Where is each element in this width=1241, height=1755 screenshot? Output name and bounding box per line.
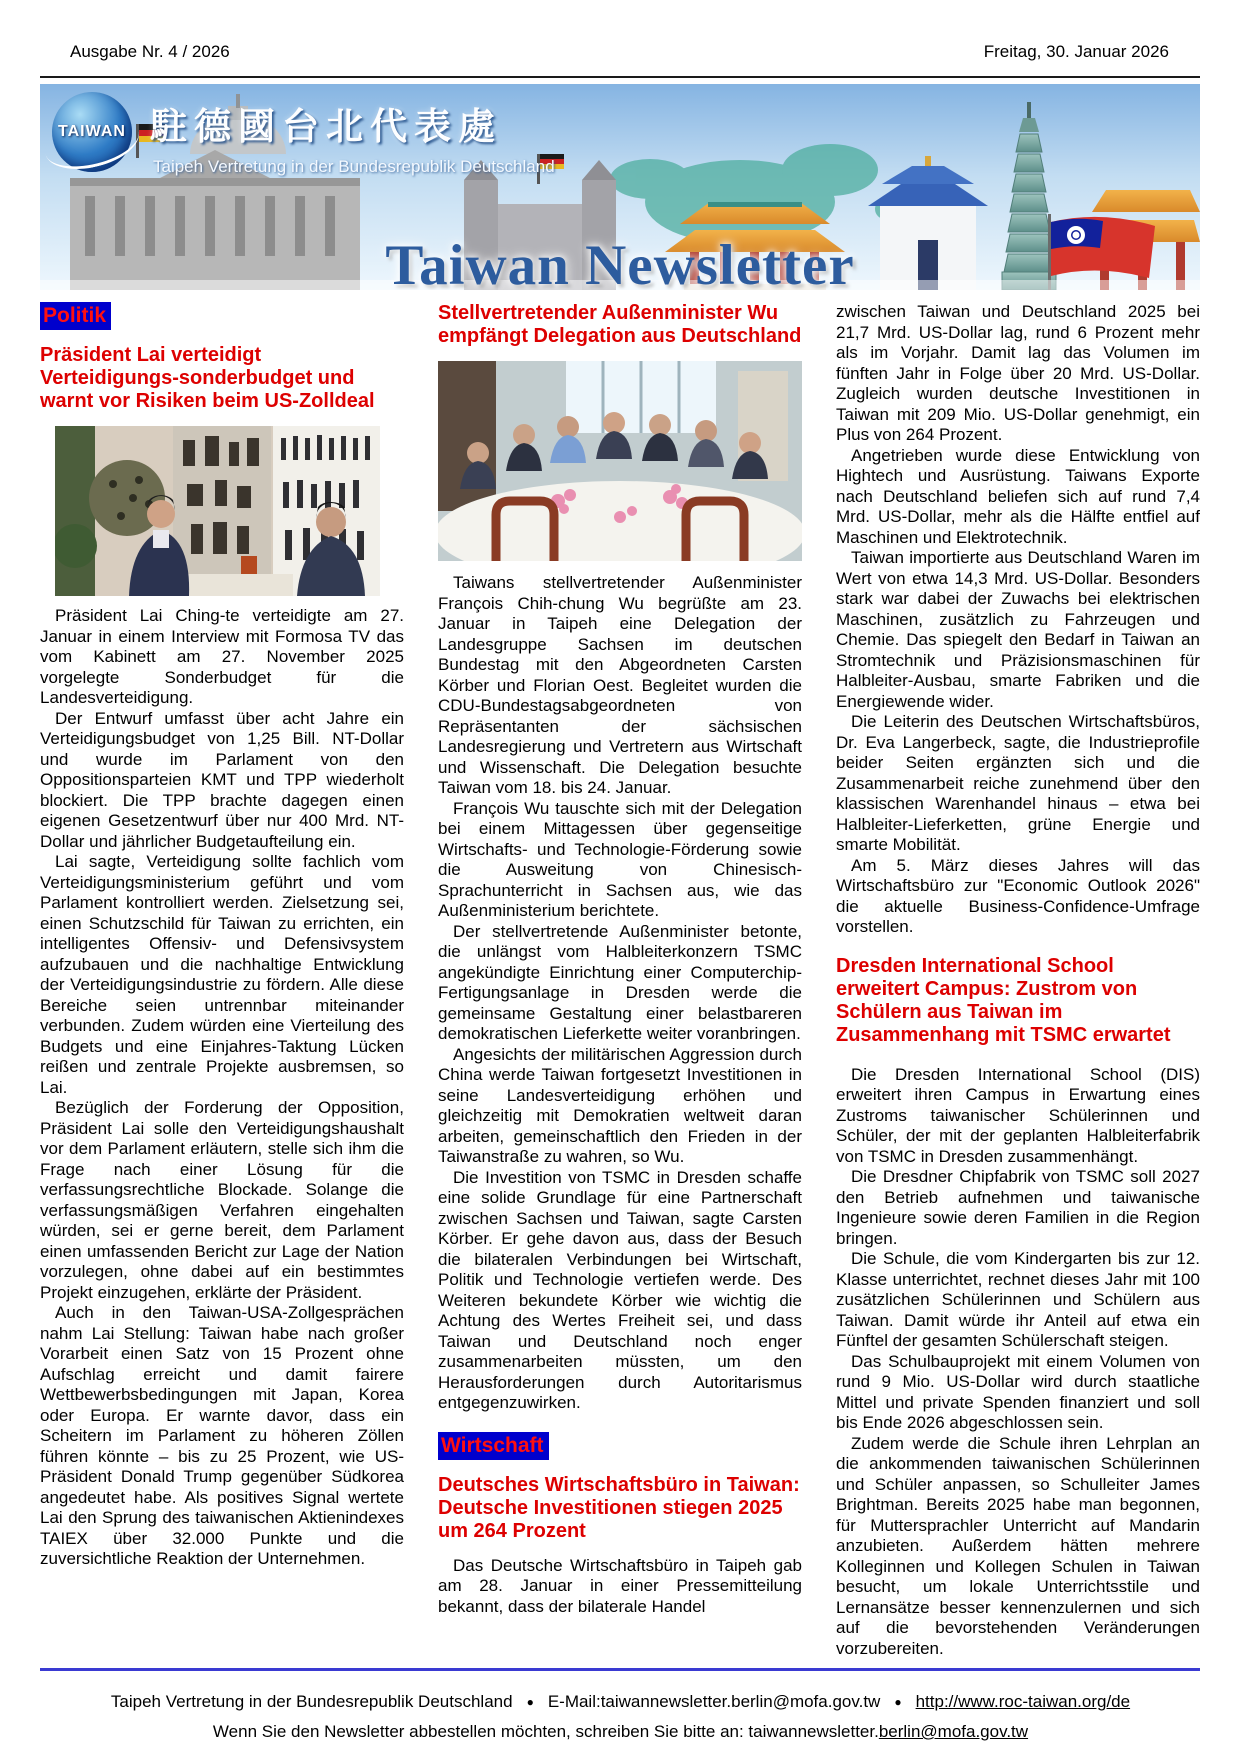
body-paragraph: Bezüglich der Forderung der Opposition, Präsident Lai solle den Verteidigungshaushalt vor dem Parlament erläutern, stelle sich ihm die Frage nach einer Lösung für die verfassungsrechtliche Blockade. Solange die verfassungsmäßigen Verfahren eingehalten würden, sei er gerne bereit, dem Parlament einen umfassenden Bericht zur Lage der Nation vorzulegen, ohne dabei auf ein bestimmtes Projekt einzugehen, erklärte der Präsident. [40, 1098, 404, 1302]
masthead [70, 42, 1169, 62]
body-paragraph: Angetrieben wurde diese Entwicklung von Hightech und Ausrüstung. Taiwans Exporte nach Deutschland beliefen sich auf rund 7,4 Mrd. US-Dollar, mehr als die Hälfte entfiel auf Maschinen und Elektrotechnik. [836, 445, 1200, 547]
unsubscribe-email-link[interactable]: berlin@mofa.gov.tw [878, 1722, 1029, 1741]
headline-wu-delegation: Stellvertretender Außenminister Wu empfängt Delegation aus Deutschland [438, 302, 802, 347]
body-paragraph: Lai sagte, Verteidigung sollte fachlich vom Verteidigungsministerium geführt und vom Parlament kontrolliert werden. Zielsetzung sei, einen Schutzschild für Taiwan zu errichten, ein intelligentes Offensiv- und Defensivsystem aufzubauen und die nachhaltige Entwicklung der Verteidigungsindustrie zu fördern. Alle diese Bereiche seien untrennbar miteinander verbunden. Zudem würden eine Vierteilung des Budgets und eine Einjahres-Taktung Lücken reißen und zentrale Projekte ausbremsen, so Lai. [40, 852, 404, 1097]
body-paragraph-continued: zwischen Taiwan und Deutschland 2025 bei 21,7 Mrd. US-Dollar lag, rund 6 Prozent mehr als im Vorjahr. Damit lag das Volumen im fünften Jahr in Folge über 20 Mrd. US-Dollar. Zugleich wurden deutsche Investitionen in Taiwan mit 209 Mio. US-Dollar genehmigt, ein Plus von 264 Prozent. [836, 302, 1200, 444]
body-paragraph: Die Dresdner Chipfabrik von TSMC soll 2027 den Betrieb aufnehmen und taiwanische Ingenieure sowie deren Familien in die Region bringen. [836, 1167, 1200, 1248]
body-paragraph: Taiwan importierte aus Deutschland Waren im Wert von etwa 14,3 Mrd. US-Dollar. Besonders stark war dabei der Zuwachs bei elektrischen Maschinen, zusätzlich zu Fahrzeugen und Chemie. Das spiegelt den Bedarf in Taiwan an Stromtechnik und Präzisionsmaschinen für Halbleiter-Ausbau, smarte Fabriken und die Energiewende wider. [836, 548, 1200, 711]
column-3 [836, 302, 1200, 1659]
issue-number: Ausgabe Nr. 4 / 2026 [70, 42, 230, 61]
article-columns [40, 302, 1200, 1659]
body-paragraph: Taiwans stellvertretender Außenminister François Chih-chung Wu begrüßte am 23. Januar in Taipeh eine Delegation der Landesgruppe Sachsen im deutschen Bundestag mit den Abgeordneten Carsten Körber und Florian Oest. Begleitet wurden die CDU-Bundestagsabgeordneten von Repräsentanten der sächsischen Landesregierung und Vertretern aus Wirtschaft und Wissenschaft. Die Delegation besuchte Taiwan vom 18. bis 24. Januar. [438, 573, 802, 797]
unsubscribe-text: Wenn Sie den Newsletter abbestellen möchten, schreiben Sie bitte an: taiwannewsletter. [212, 1722, 879, 1741]
footer-divider [40, 1668, 1200, 1671]
footer-contact-line [0, 1692, 1241, 1712]
newsletter-title: Taiwan Newsletter [385, 234, 855, 290]
body-paragraph: Die Dresden International School (DIS) erweitert ihren Campus in Erwartung eines Zustroms taiwanischer Schülerinnen und Schüler, der mit der geplanten Halbleiterfabrik von TSMC in Dresden zusammenhängt. [836, 1064, 1200, 1166]
body-paragraph: Die Leiterin des Deutschen Wirtschaftsbüros, Dr. Eva Langerbeck, sagte, die Industrieprofile beider Seiten ergänzten sich und die Zusammenarbeit reiche zunehmend über den klassischen Warenhandel hinaus – etwa bei Halbleiter-Lieferketten, grüne Energie und smarte Mobilität. [836, 712, 1200, 854]
headline-dresden-school: Dresden International School erweitert Campus: Zustrom von Schülern aus Taiwan im Zusammenhang mit TSMC erwartet [836, 954, 1171, 1046]
body-paragraph: Präsident Lai Ching-te verteidigte am 27. Januar in einem Interview mit Formosa TV das vom Kabinett am 27. November 2025 vorgelegte Sonderbudget für die Landesverteidigung. [40, 606, 404, 707]
section-label-politik: Politik [40, 302, 111, 330]
footer-unsubscribe-line [0, 1722, 1241, 1742]
headline-lai-budget: Präsident Lai verteidigt Verteidigungs-sonderbudget und warnt vor Risiken beim US-Zolldeal [40, 344, 375, 412]
bullet-separator: ● [894, 1695, 902, 1709]
body-paragraph: Der Entwurf umfasst über acht Jahre ein Verteidigungsbudget von 1,25 Bill. NT-Dollar und wurde im Parlament von den Oppositionsparteien KMT und TPP wiederholt blockiert. Die TPP brachte dagegen einen eigenen Gesetzentwurf über nur 400 Mrd. NT-Dollar und jährlicher Budgetaufteilung ein. [40, 708, 404, 851]
banner [40, 84, 1200, 290]
masthead-divider [40, 76, 1200, 78]
body-paragraph: Auch in den Taiwan-USA-Zollgesprächen nahm Lai Stellung: Taiwan habe nach großer Vorarbeit einen Satz von 15 Prozent ohne Aufschlag erreicht und damit fairere Wettbewerbsbedingungen mit Japan, Korea oder Europa. Er warnte davor, dass ein Scheitern im Parlament zu höheren Zöllen führen könnte – bis zu 25 Prozent, wie US-Präsident Donald Trump gegenüber Südkorea angedeutet habe. Als positives Signal wertete Lai den Sprung des taiwanischen Aktienindexes TAIEX über 32.000 Punkte und die zuversichtliche Reaktion der Unternehmen. [40, 1303, 404, 1568]
globe-logo-word: TAIWAN [58, 123, 126, 140]
office-logo-block [52, 92, 555, 177]
body-paragraph: Der stellvertretende Außenminister betonte, die unlängst vom Halbleiterkonzern TSMC angekündigte Einrichtung einer Computerchip-Fertigungsanlage in Dresden werde die gemeinsame Gestaltung einer belastbareren demokratischen Lieferkette weiter voranbringen. [438, 921, 802, 1043]
body-paragraph: François Wu tauschte sich mit der Delegation bei einem Mittagessen über gegenseitige Wirtschafts- und Technologie-Förderung sowie die Ausweitung von Chinesisch-Sprachunterricht in Sachsen aus, wie das Außenministerium berichtete. [438, 798, 802, 920]
body-paragraph: Die Schule, die vom Kindergarten bis zur 12. Klasse unterrichtet, rechnet dieses Jahr mit 100 zusätzlichen Schülerinnen und Schülern aus Taiwan. Damit würde ihr Anteil auf etwa ein Fünftel der gesamten Schülerschaft steigen. [836, 1249, 1200, 1350]
taiwan-globe-logo-icon [52, 92, 132, 172]
body-paragraph: Zudem werde die Schule ihren Lehrplan an die ankommenden taiwanischen Schülerinnen und Schüler anpassen, so Schulleiter James Brightman. Bereits 2025 habe man begonnen, für Muttersprachler Unterricht auf Mandarin anzubieten. Außerdem hätten mehrere Kolleginnen und Kollegen Schulen in Taiwan besucht, um lokale Unterrichtsstile und Lernansätze besser kennenzulernen und sich auf die bevorstehenden Veränderungen vorzubereiten. [836, 1433, 1200, 1658]
issue-date: Freitag, 30. Januar 2026 [983, 42, 1169, 61]
body-paragraph: Die Investition von TSMC in Dresden schaffe eine solide Grundlage für eine Partnerschaft zwischen Sachsen und Taiwan, sagte Carsten Körber. Er gehe davon aus, dass der Besuch die bilateralen Verbindungen bei Wirtschaft, Politik und Technologie vertiefen werde. Des Weiteren bekundete Körber wie wichtig die Achtung des Wertes Freiheit sei, und dass Taiwan und Deutschland noch enger zusammenarbeiten müssten, um den Herausforderungen durch Autoritarismus entgegenzuwirken. [438, 1167, 802, 1412]
body-paragraph: Das Deutsche Wirtschaftsbüro in Taipeh gab am 28. Januar in einer Pressemitteilung bekannt, dass der bilaterale Handel [438, 1555, 802, 1616]
body-paragraph: Das Schulbauprojekt mit einem Volumen von rund 9 Mio. US-Dollar wird durch staatliche Mittel und private Spenden finanziert und soll bis Ende 2026 abgeschlossen sein. [836, 1351, 1200, 1432]
body-paragraph: Am 5. März dieses Jahres will das Wirtschaftsbüro zur "Economic Outlook 2026" die aktuelle Business-Confidence-Umfrage vorstellen. [836, 855, 1200, 936]
photo-delegation-meeting [438, 361, 802, 561]
column-2 [438, 302, 802, 1659]
office-title-german: Taipeh Vertretung in der Bundesrepublik Deutschland [153, 157, 555, 176]
footer-org: Taipeh Vertretung in der Bundesrepublik Deutschland [110, 1692, 513, 1711]
footer-website-link[interactable]: http://www.roc-taiwan.org/de [915, 1692, 1131, 1711]
column-1 [40, 302, 404, 1659]
body-paragraph: Angesichts der militärischen Aggression durch China werde Taiwan fortgesetzt Investitionen in seine Landesverteidigung erhöhen und gleichzeitig mit Demokratien weltweit daran arbeiten, gemeinschaftlich den Frieden in der Taiwanstraße zu wahren, so Wu. [438, 1044, 802, 1166]
section-label-wirtschaft: Wirtschaft [438, 1432, 549, 1460]
headline-wirtschaftsbuero: Deutsches Wirtschaftsbüro in Taiwan: Deutsche Investitionen stiegen 2025 um 264 Prozent [438, 1473, 800, 1542]
photo-lai-interview [55, 426, 380, 596]
footer-email: E-Mail:taiwannewsletter.berlin@mofa.gov.tw [547, 1692, 881, 1711]
office-title-chinese: 駐德國台北代表處 [150, 105, 502, 148]
bullet-separator: ● [526, 1695, 534, 1709]
